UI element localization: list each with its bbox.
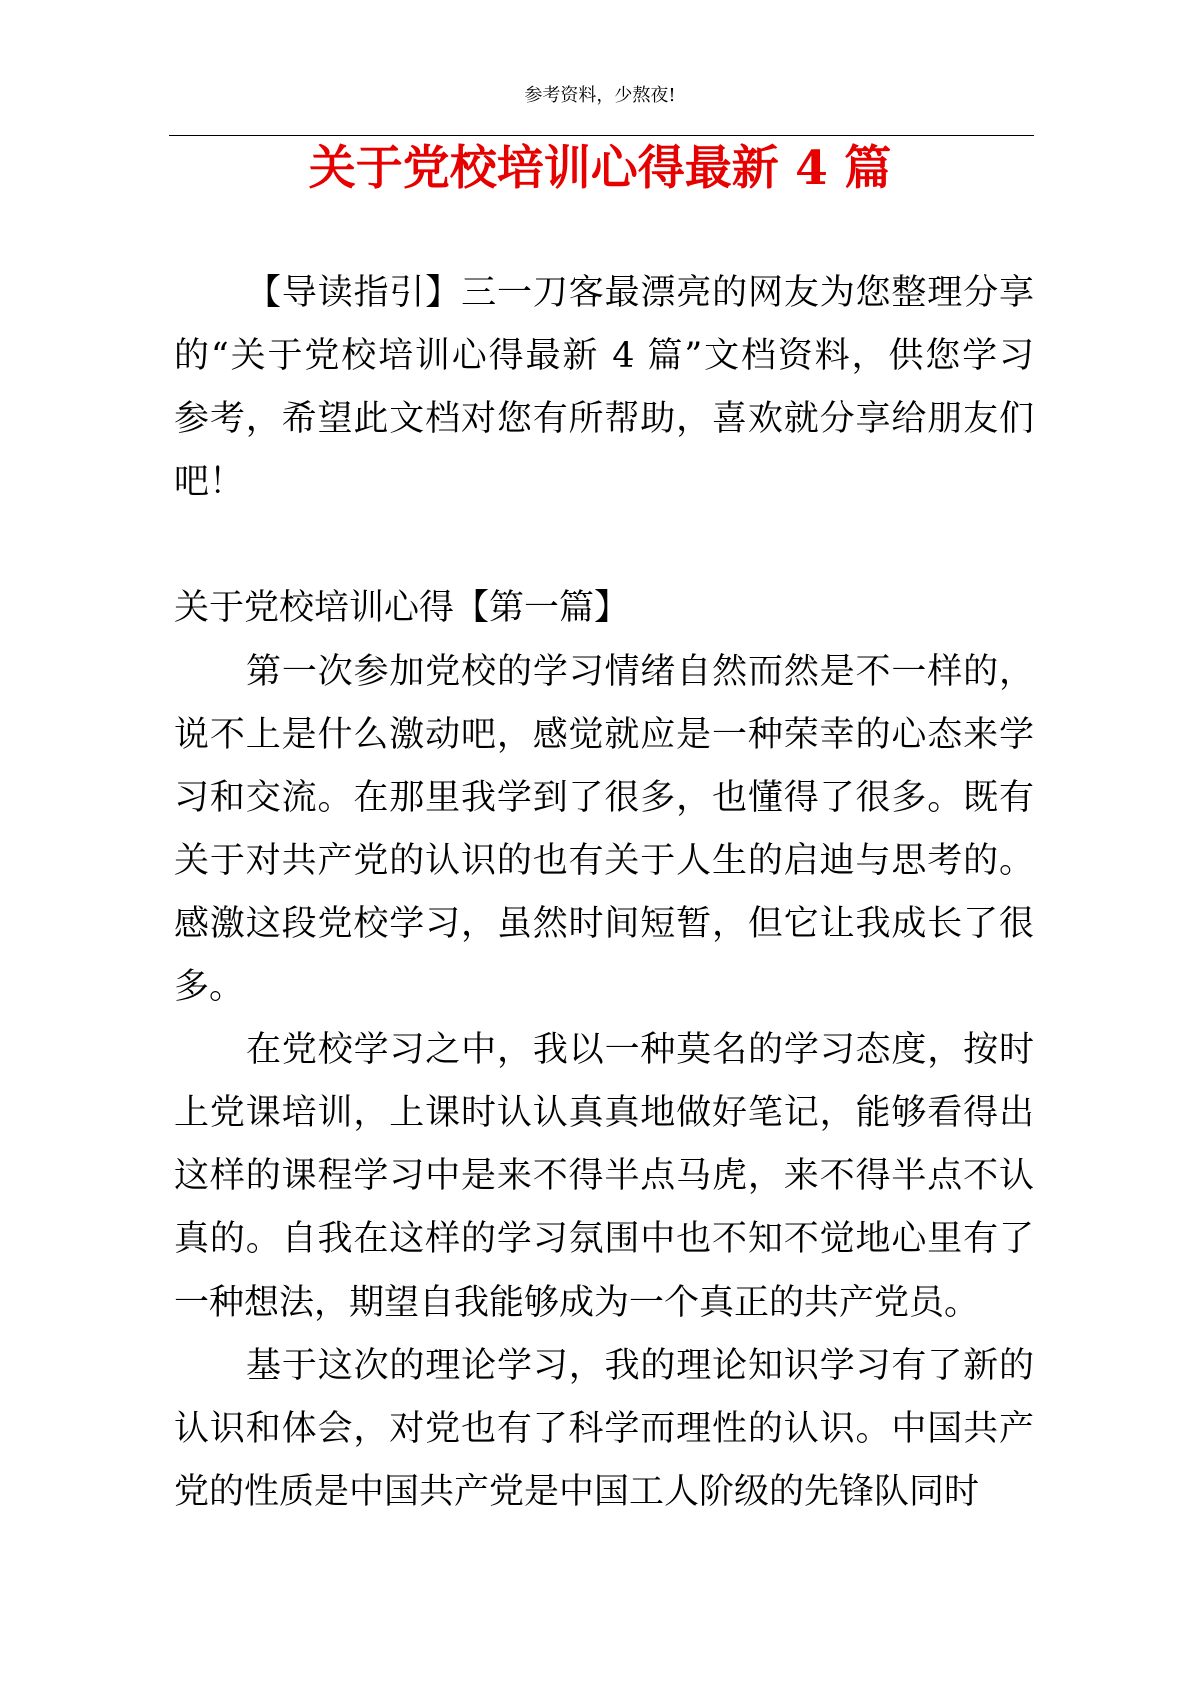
paragraph-line: 吧！	[174, 462, 245, 503]
paragraph-line: 党的性质是中国共产党是中国工人阶级的先锋队同时	[174, 1471, 980, 1512]
header-note: 参考资料，少熬夜!	[524, 85, 676, 106]
body-paragraph	[174, 641, 1034, 1020]
paragraph-line: 【导读指引】三一刀客最漂亮的网友为您整理分享	[246, 273, 1034, 313]
section-heading: 关于党校培训心得【第一篇】	[174, 588, 630, 629]
body-paragraph	[174, 1019, 1034, 1334]
paragraph-line: 真的。自我在这样的学习氛围中也不知不觉地心里有了	[174, 1219, 1034, 1260]
paragraph-line: 习和交流。在那里我学到了很多，也懂得了很多。既有	[174, 777, 1034, 818]
paragraph-line: 感激这段党校学习，虽然时间短暂，但它让我成长了很	[174, 903, 1034, 944]
document-title: 关于党校培训心得最新 4 篇	[308, 141, 892, 196]
paragraph-line: 说不上是什么激动吧，感觉就应是一种荣幸的心态来学	[174, 714, 1034, 755]
paragraph-line: 认识和体会，对党也有了科学而理性的认识。中国共产	[174, 1408, 1034, 1449]
body-paragraph	[174, 1335, 1034, 1524]
paragraph-line: 这样的课程学习中是来不得半点马虎，来不得半点不认	[174, 1156, 1034, 1197]
paragraph-line: 的“关于党校培训心得最新 4 篇”文档资料，供您学习	[174, 336, 1034, 377]
paragraph-line: 第一次参加党校的学习情绪自然而然是不一样的，	[246, 651, 1034, 692]
paragraph-line: 参考，希望此文档对您有所帮助，喜欢就分享给朋友们	[174, 399, 1034, 440]
header-rule	[169, 135, 1034, 136]
paragraph-line: 基于这次的理论学习，我的理论知识学习有了新的	[246, 1345, 1034, 1386]
paragraph-line: 上党课培训，上课时认认真真地做好笔记，能够看得出	[174, 1093, 1034, 1134]
intro-paragraph	[174, 262, 1034, 514]
paragraph-line: 关于对共产党的认识的也有关于人生的启迪与思考的。	[174, 840, 1034, 881]
paragraph-line: 在党校学习之中，我以一种莫名的学习态度，按时	[246, 1030, 1034, 1071]
document-body	[174, 262, 1034, 1524]
paragraph-line: 一种想法，期望自我能够成为一个真正的共产党员。	[174, 1282, 980, 1323]
paragraph-spacer	[174, 514, 1034, 577]
paragraph-line: 多。	[174, 967, 245, 1008]
